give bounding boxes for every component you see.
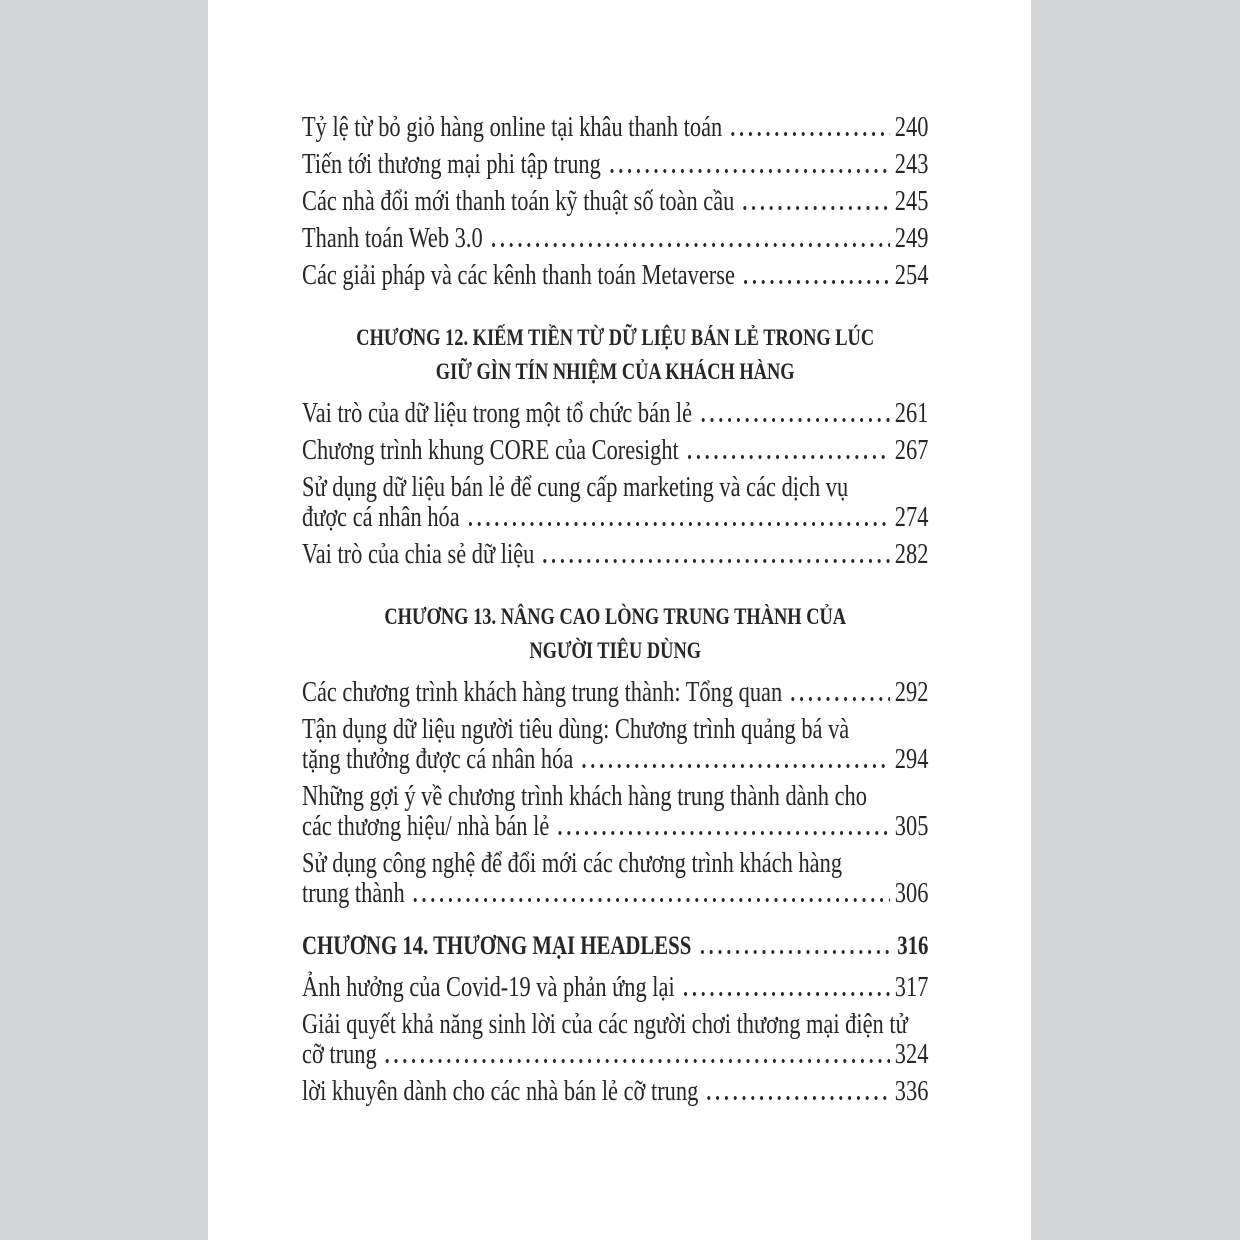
dot-leader [541, 558, 890, 564]
dot-leader [705, 1095, 890, 1101]
toc-entry-last-line [302, 931, 928, 961]
toc-entry-last-line [302, 745, 928, 775]
chapter-heading [302, 321, 928, 389]
chapter-heading-line: CHƯƠNG 13. NÂNG CAO LÒNG TRUNG THÀNH CỦA [384, 604, 847, 629]
toc-entry-title: Các chương trình khách hàng trung thành: Tổng quan [302, 677, 783, 708]
toc-entry-title: Vai trò của dữ liệu trong một tổ chức bán lẻ [302, 398, 693, 429]
dot-leader [698, 417, 890, 423]
toc-entry-title: Vai trò của chia sẻ dữ liệu [302, 539, 535, 570]
toc-entry [302, 261, 928, 291]
dot-leader [729, 131, 890, 137]
toc-entry-title: trung thành [302, 878, 405, 909]
toc-entry-last-line [302, 436, 928, 466]
chapter-heading [302, 600, 928, 668]
toc-entry-page: 243 [894, 149, 929, 180]
toc-entry-line: Giải quyết khả năng sinh lời của các người chơi thương mại điện tử [302, 1009, 908, 1040]
toc-entry-last-line [302, 678, 928, 708]
book-page [208, 0, 1031, 1240]
toc-entry [302, 473, 928, 533]
toc-entry-last-line [302, 540, 928, 570]
toc-entry [302, 1077, 928, 1107]
toc-entry-page: 324 [894, 1039, 929, 1070]
toc-entry-page: 249 [894, 223, 929, 254]
toc-entry-last-line [302, 150, 928, 180]
toc-entry-page: 316 [897, 931, 929, 960]
dot-leader [466, 521, 890, 527]
toc-entry-title: Thanh toán Web 3.0 [302, 223, 483, 254]
toc-entry-line: Tận dụng dữ liệu người tiêu dùng: Chương trình quảng bá và [302, 714, 850, 745]
toc-entry-last-line [302, 1077, 928, 1107]
toc-list [302, 113, 928, 1107]
toc-entry [302, 973, 928, 1003]
toc-entry-page: 294 [894, 744, 929, 775]
toc-entry-page: 305 [894, 811, 929, 842]
dot-leader [685, 454, 890, 460]
toc-entry-line: Sử dụng công nghệ để đổi mới các chương trình khách hàng [302, 848, 843, 879]
toc-entry-title: cỡ trung [302, 1039, 377, 1070]
dot-leader [741, 279, 890, 285]
chapter-heading-line: GIỮ GÌN TÍN NHIỆM CỦA KHÁCH HÀNG [435, 359, 795, 384]
toc-entry-title: CHƯƠNG 14. THƯƠNG MẠI HEADLESS [302, 931, 692, 960]
toc-entry-last-line [302, 113, 928, 143]
toc-entry-title: tặng thưởng được cá nhân hóa [302, 744, 574, 775]
toc-entry-title: Tiến tới thương mại phi tập trung [302, 149, 601, 180]
toc-entry [302, 399, 928, 429]
toc-entry-last-line [302, 879, 928, 909]
toc-entry-title: Ảnh hưởng của Covid-19 và phản ứng lại [302, 972, 675, 1003]
toc-entry-title: Các giải pháp và các kênh thanh toán Metaverse [302, 260, 735, 291]
toc-entry-last-line [302, 399, 928, 429]
toc-entry [302, 150, 928, 180]
toc-entry [302, 187, 928, 217]
dot-leader [681, 991, 890, 997]
toc-chapter-entry [302, 931, 928, 961]
chapter-heading-line: CHƯƠNG 12. KIẾM TIỀN TỪ DỮ LIỆU BÁN LẺ TRONG LÚC [356, 325, 875, 350]
toc-entry-title: Chương trình khung CORE của Coresight [302, 435, 679, 466]
toc-entry-page: 282 [894, 539, 929, 570]
toc-entry [302, 436, 928, 466]
toc-entry-last-line [302, 224, 928, 254]
dot-leader [698, 949, 893, 955]
toc-entry-page: 245 [894, 186, 929, 217]
toc-entry-page: 240 [894, 112, 929, 143]
toc-entry-last-line [302, 503, 928, 533]
toc-entry-line: Sử dụng dữ liệu bán lẻ để cung cấp marketing và các dịch vụ [302, 472, 849, 503]
toc-entry-last-line [302, 261, 928, 291]
toc-entry-page: 254 [894, 260, 929, 291]
toc-entry [302, 715, 928, 775]
toc-entry-last-line [302, 812, 928, 842]
toc-entry-page: 306 [894, 878, 929, 909]
dot-leader [580, 763, 890, 769]
dot-leader [411, 897, 890, 903]
toc-entry-page: 317 [894, 972, 929, 1003]
toc-entry [302, 224, 928, 254]
dot-leader [789, 696, 890, 702]
toc-entry [302, 540, 928, 570]
dot-leader [489, 242, 890, 248]
toc-entry [302, 849, 928, 909]
dot-leader [556, 830, 890, 836]
toc-entry-page: 292 [894, 677, 929, 708]
chapter-heading-line: NGƯỜI TIÊU DÙNG [529, 638, 702, 663]
toc-entry [302, 678, 928, 708]
toc-entry-line: Những gợi ý về chương trình khách hàng trung thành dành cho [302, 781, 867, 812]
toc-entry-title: Các nhà đổi mới thanh toán kỹ thuật số toàn cầu [302, 186, 735, 217]
dot-leader [741, 205, 890, 211]
dot-leader [607, 168, 890, 174]
toc-entry [302, 113, 928, 143]
toc-entry-page: 261 [894, 398, 929, 429]
toc-entry-title: các thương hiệu/ nhà bán lẻ [302, 811, 550, 842]
toc-entry-page: 336 [894, 1076, 929, 1107]
toc-entry-page: 274 [894, 502, 929, 533]
toc-entry-page: 267 [894, 435, 929, 466]
toc-entry-last-line [302, 187, 928, 217]
toc-entry-last-line [302, 973, 928, 1003]
toc-entry-title: Tỷ lệ từ bỏ giỏ hàng online tại khâu thanh toán [302, 112, 723, 143]
toc-entry-last-line [302, 1040, 928, 1070]
dot-leader [383, 1058, 890, 1064]
toc-entry [302, 782, 928, 842]
toc-entry-title: được cá nhân hóa [302, 502, 460, 533]
toc-entry-title: lời khuyên dành cho các nhà bán lẻ cỡ trung [302, 1076, 699, 1107]
toc-entry [302, 1010, 928, 1070]
